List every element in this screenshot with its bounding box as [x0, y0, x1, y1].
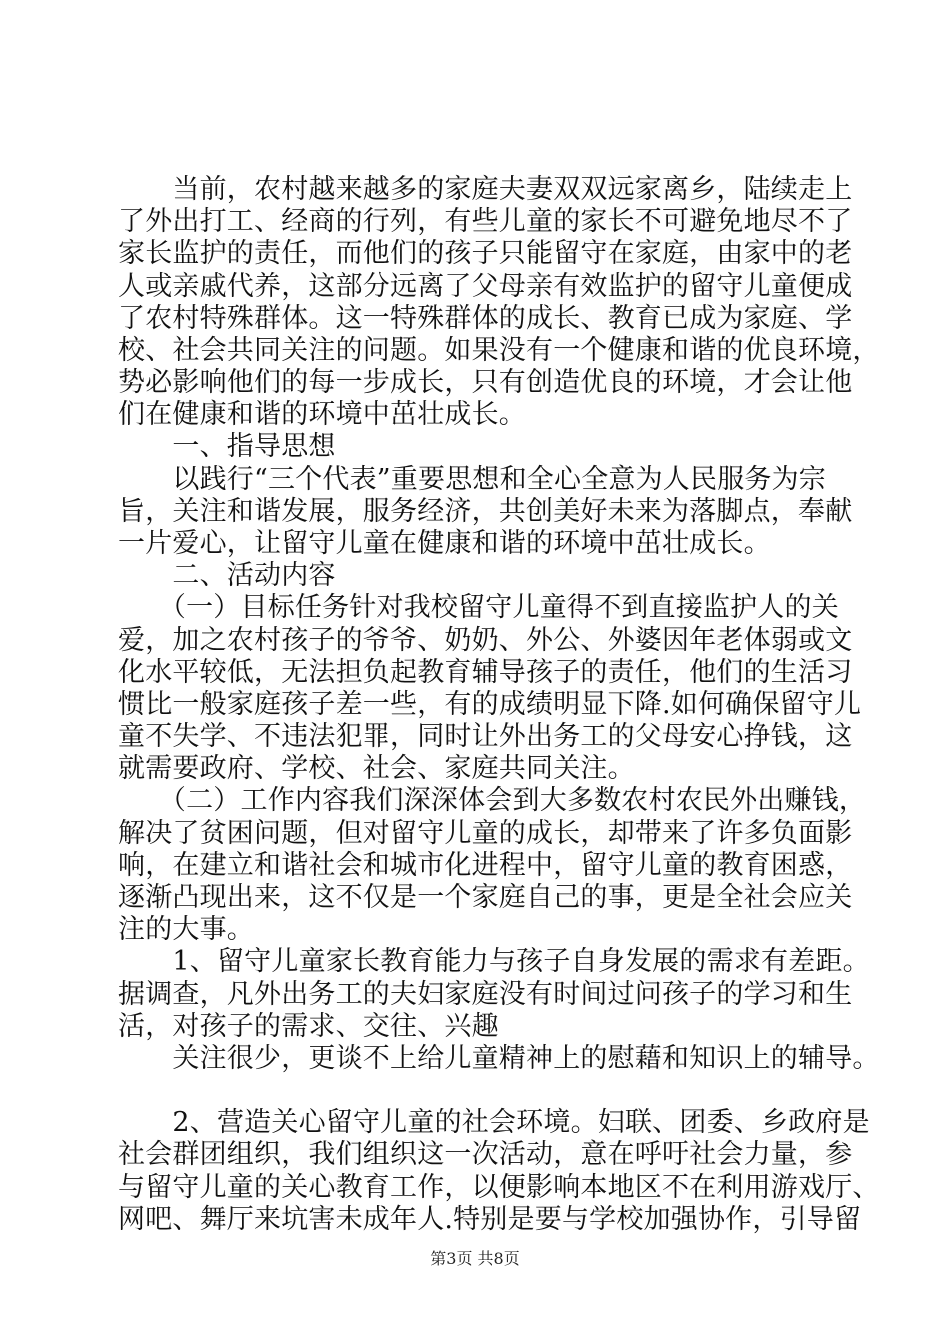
text-line: 化水平较低，无法担负起教育辅导孩子的责任，他们的生活习 — [118, 656, 853, 688]
text-line: 据调查，凡外出务工的夫妇家庭没有时间过问孩子的学习和生 — [118, 978, 853, 1010]
text-line: 逐渐凸现出来，这不仅是一个家庭自己的事，更是全社会应关 — [118, 882, 853, 913]
text-line: 童不失学、不违法犯罪，同时让外出务工的父母安心挣钱，这 — [118, 721, 853, 753]
text-line: 二、活动内容 — [118, 560, 336, 592]
text-line: 就需要政府、学校、社会、家庭共同关注。 — [118, 753, 635, 785]
text-line: 一片爱心，让留守儿童在健康和谐的环境中茁壮成长。 — [118, 528, 771, 559]
text-line: 爱，加之农村孩子的爷爷、奶奶、外公、外婆因年老体弱或文 — [118, 624, 853, 656]
text-line: 势必影响他们的每一步成长，只有创造优良的环境，才会让他 — [118, 367, 853, 399]
text-line: 活，对孩子的需求、交往、兴趣 — [118, 1010, 499, 1042]
text-line: 与留守儿童的关心教育工作，以便影响本地区不在利用游戏厅、 — [118, 1171, 880, 1203]
text-line: 当前，农村越来越多的家庭夫妻双双远家离乡，陆续走上 — [118, 174, 853, 205]
text-line: 以践行“三个代表”重要思想和全心全意为人民服务为宗 — [118, 463, 827, 495]
text-line: 解决了贫困问题，但对留守儿童的成长，却带来了许多负面影 — [118, 817, 853, 849]
text-line: 关注很少，更谈不上给儿童精神上的慰藉和知识上的辅导。 — [118, 1042, 880, 1074]
text-line: 网吧、舞厅来坑害未成年人.特别是要与学校加强协作，引导留 — [118, 1203, 862, 1235]
text-line: 了农村特殊群体。这一特殊群体的成长、教育已成为家庭、学 — [118, 302, 853, 334]
text-line: 社会群团组织，我们组织这一次活动，意在呼吁社会力量，参 — [118, 1139, 853, 1171]
text-line: 了外出打工、经商的行列，有些儿童的家长不可避免地尽不了 — [118, 206, 853, 238]
text-line: 注的大事。 — [118, 914, 254, 946]
text-line: 旨，关注和谐发展，服务经济，共创美好未来为落脚点，奉献 — [118, 495, 853, 527]
text-line: 人或亲戚代养，这部分远离了父母亲有效监护的留守儿童便成 — [118, 270, 853, 302]
text-line: 家长监护的责任，而他们的孩子只能留守在家庭，由家中的老 — [118, 238, 853, 270]
text-line: 2、营造关心留守儿童的社会环境。妇联、团委、乡政府是 — [118, 1107, 870, 1139]
text-line: （一）目标任务针对我校留守儿童得不到直接监护人的关 — [118, 592, 839, 624]
text-line: 一、指导思想 — [118, 431, 336, 463]
text-line: 惯比一般家庭孩子差一些，有的成绩明显下降.如何确保留守儿 — [118, 688, 862, 720]
text-line: 们在健康和谐的环境中茁壮成长。 — [118, 399, 526, 431]
text-line: 响，在建立和谐社会和城市化进程中，留守儿童的教育困惑， — [118, 849, 853, 881]
page-footer: 第3页 共8页 — [430, 1249, 520, 1268]
text-line: 校、社会共同关注的问题。如果没有一个健康和谐的优良环境， — [118, 334, 880, 366]
text-line: （二）工作内容我们深深体会到大多数农村农民外出赚钱， — [118, 785, 867, 817]
text-line: 1、留守儿童家长教育能力与孩子自身发展的需求有差距。 — [118, 946, 870, 978]
